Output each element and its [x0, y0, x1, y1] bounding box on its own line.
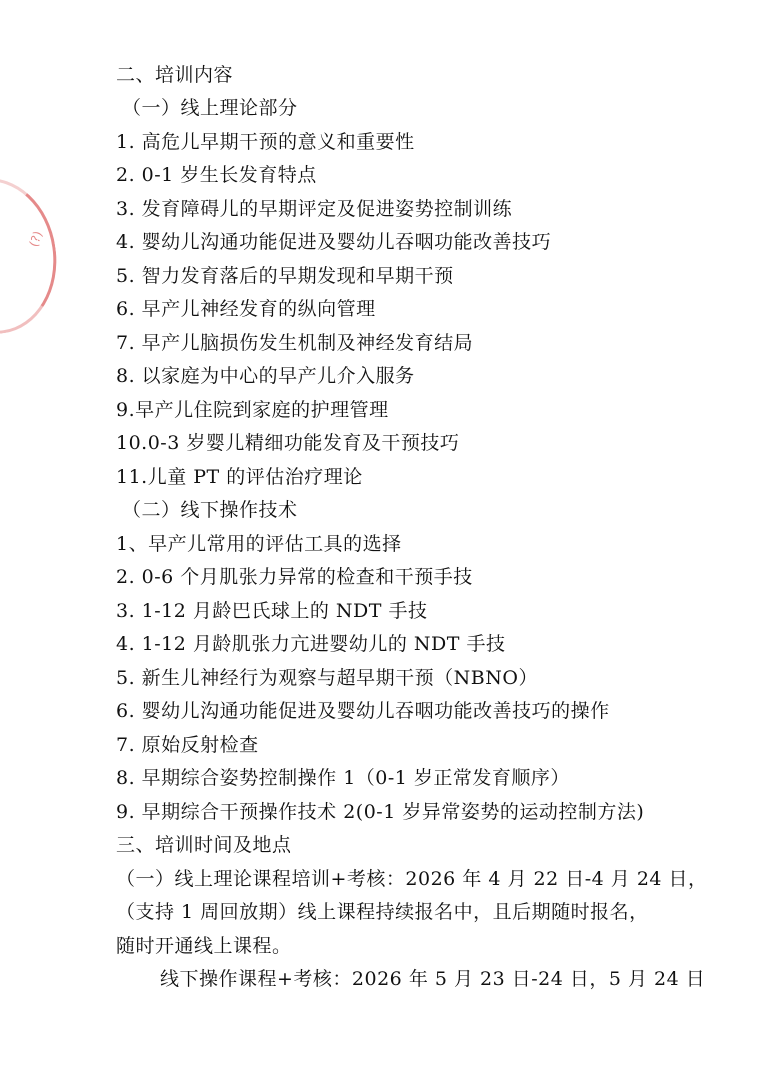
list-item: 6. 婴幼儿沟通功能促进及婴幼儿吞咽功能改善技巧的操作: [116, 700, 610, 722]
list-item: 9. 早期综合干预操作技术 2(0-1 岁异常姿势的运动控制方法): [116, 801, 645, 823]
subheading-offline-skills: （二）线下操作技术: [122, 499, 298, 521]
list-item: 1、早产儿常用的评估工具的选择: [116, 533, 402, 555]
list-item: 5. 智力发育落后的早期发现和早期干预: [116, 265, 454, 287]
list-item: 8. 早期综合姿势控制操作 1（0-1 岁正常发育顺序）: [116, 767, 570, 789]
list-item: 8. 以家庭为中心的早产儿介入服务: [116, 365, 415, 387]
list-item: 3. 1-12 月龄巴氏球上的 NDT 手技: [116, 600, 428, 622]
paragraph-line: （支持 1 周回放期）线上课程持续报名中，且后期随时报名，: [116, 901, 649, 923]
list-item: 6. 早产儿神经发育的纵向管理: [116, 298, 376, 320]
list-item: 2. 0-1 岁生长发育特点: [116, 164, 317, 186]
list-item: 3. 发育障碍儿的早期评定及促进姿势控制训练: [116, 198, 513, 220]
list-item: 4. 1-12 月龄肌张力亢进婴幼儿的 NDT 手技: [116, 633, 506, 655]
list-item: 7. 原始反射检查: [116, 734, 259, 756]
list-item: 9.早产儿住院到家庭的护理管理: [116, 399, 389, 421]
list-item: 10.0-3 岁婴儿精细功能发育及干预技巧: [116, 432, 460, 454]
subheading-online-theory: （一）线上理论部分: [122, 97, 298, 119]
seal-mark: (?): [26, 229, 46, 249]
list-item: 4. 婴幼儿沟通功能促进及婴幼儿吞咽功能改善技巧: [116, 231, 552, 253]
list-item: 2. 0-6 个月肌张力异常的检查和干预手技: [116, 566, 473, 588]
list-item: 7. 早产儿脑损伤发生机制及神经发育结局: [116, 332, 474, 354]
list-item: 11.儿童 PT 的评估治疗理论: [116, 466, 363, 488]
red-seal-stamp: [0, 170, 66, 342]
offline-schedule-line: 线下操作课程+考核：2026 年 5 月 23 日-24 日，5 月 24 日: [160, 968, 706, 990]
section-heading-training-content: 二、培训内容: [116, 64, 234, 86]
list-item: 5. 新生儿神经行为观察与超早期干预（NBNO）: [116, 667, 538, 689]
list-item: 1. 高危儿早期干预的意义和重要性: [116, 131, 415, 153]
paragraph-line: （一）线上理论课程培训+考核：2026 年 4 月 22 日-4 月 24 日，: [116, 868, 708, 890]
paragraph-line: 随时开通线上课程。: [116, 935, 292, 957]
section-heading-time-location: 三、培训时间及地点: [116, 834, 292, 856]
